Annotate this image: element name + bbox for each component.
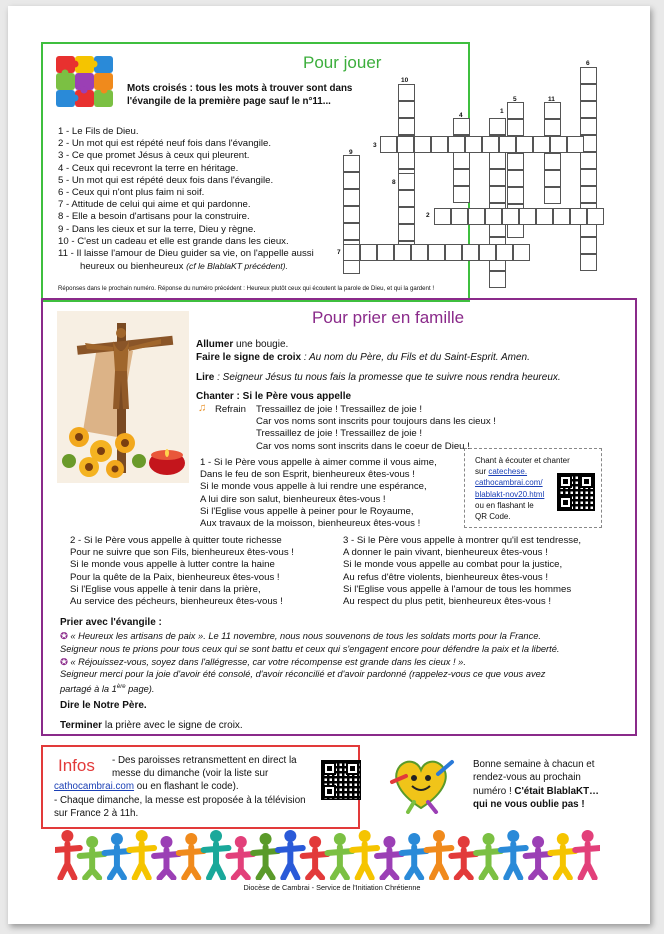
footer-text: Diocèse de Cambrai - Service de l'Initiation Chrétienne xyxy=(243,883,421,892)
jouer-title: Pour jouer xyxy=(303,53,382,72)
crossword-cell[interactable] xyxy=(580,84,597,101)
couplet-line: Pour ne suivre que son Fils, bienheureux êtes-vous ! xyxy=(70,547,294,559)
crossword-cell[interactable] xyxy=(398,84,415,101)
couplet-line: A lui dire son salut, bienheureux êtes-vous ! xyxy=(200,493,386,505)
refrain-label: Refrain xyxy=(215,404,246,415)
crossword-cell[interactable] xyxy=(544,170,561,187)
crossword-cell[interactable] xyxy=(507,119,524,136)
clue-4: 4 - Ceux qui recevront la terre en héritage. xyxy=(58,162,239,174)
crossword-cell[interactable] xyxy=(587,208,604,225)
crossword-cell[interactable] xyxy=(544,187,561,204)
person-figure xyxy=(154,836,179,878)
crossword-cell[interactable] xyxy=(343,244,360,261)
person-figure xyxy=(575,830,600,878)
person-figure xyxy=(377,836,402,878)
clue-3: 3 - Ce que promet Jésus à ceux qui pleurent. xyxy=(58,150,250,162)
crossword-cell[interactable] xyxy=(343,206,360,223)
person-figure xyxy=(303,836,328,878)
crossword-cell[interactable] xyxy=(343,189,360,206)
crossword-number: 5 xyxy=(513,96,517,103)
couplet-line: Si le monde vous appelle à lui rendre une espérance, xyxy=(200,481,427,493)
clue-11: 11 - Il laisse l'amour de Dieu guider sa vie, on l'appelle aussi xyxy=(58,248,314,260)
crossword-cell[interactable] xyxy=(453,169,470,186)
evangile-text: ✪ « Heureux les artisans de paix ». Le 11 novembre, nous nous souvenons de tous les soldats morts pour la France. Seigneur nous te prions pour tous ceux qui se sont battu et ceux qui s'engagent encore pour défendre la paix et la liberté. ✪ « Réjouissez-vous, soyez dans l'allégresse, car votre récompense est grande dans les cieux ! ». Seigneur merci pour la joie d'avoir été consolé, d'avoir réconcilié et d'avoir pardonné (rappelez-vous ce que vous avez partagé à la 1ère page). xyxy=(60,631,560,695)
crossword-cell[interactable] xyxy=(489,118,506,135)
crossword-cell[interactable] xyxy=(380,136,397,153)
crossword-cell[interactable] xyxy=(567,136,584,153)
crossword-cell[interactable] xyxy=(499,136,516,153)
clue-2: 2 - Un mot qui est répété neuf fois dans l'évangile. xyxy=(58,138,272,150)
crossword-cell[interactable] xyxy=(489,169,506,186)
crossword-cell[interactable] xyxy=(544,102,561,119)
crossword-cell[interactable] xyxy=(398,101,415,118)
crossword-cell[interactable] xyxy=(398,118,415,135)
crossword-number: 3 xyxy=(373,142,377,149)
catechese-link-2[interactable]: cathocambrai.com/ xyxy=(475,478,543,488)
chanter-title: Chanter : Si le Père vous appelle xyxy=(196,391,352,402)
refrain-line: Car vos noms sont inscrits pour toujours dans les cieux ! xyxy=(256,416,496,428)
crucifix-image xyxy=(57,311,189,483)
crossword-cell[interactable] xyxy=(434,208,451,225)
crossword-cell[interactable] xyxy=(343,223,360,240)
crossword-number: 10 xyxy=(401,77,409,84)
person-figure xyxy=(80,836,105,878)
crossword-cell[interactable] xyxy=(496,244,513,261)
crossword-cell[interactable] xyxy=(544,153,561,170)
refrain-line: Tressaillez de joie ! Tressaillez de joie ! xyxy=(256,428,423,440)
puzzle-logo xyxy=(54,54,116,112)
person-figure xyxy=(501,830,526,878)
crossword-cell[interactable] xyxy=(553,208,570,225)
couplet-line: 3 - Si le Père vous appelle à montrer qu'il est tendresse, xyxy=(343,535,582,546)
crossword-cell[interactable] xyxy=(482,136,499,153)
crossword-cell[interactable] xyxy=(398,224,415,241)
prier-title: Pour prier en famille xyxy=(312,308,465,327)
couplet-line: 2 - Si le Père vous appelle à quitter toute richesse xyxy=(70,535,282,546)
person-figure xyxy=(204,830,229,878)
couplet-line: Si le monde vous appelle au combat pour la justice, xyxy=(343,559,563,571)
crossword-cell[interactable] xyxy=(411,244,428,261)
infos-text: - Des paroisses retransmettent en direct la xyxy=(112,755,297,766)
allumer-line: Allumer une bougie. xyxy=(196,339,289,350)
person-figure xyxy=(526,836,551,878)
person-figure xyxy=(352,830,377,878)
crossword-number: 6 xyxy=(586,60,590,67)
qr-code-chant[interactable] xyxy=(557,473,595,511)
couplet-line: Dans le feu de son Esprit, bienheureux êtes-vous ! xyxy=(200,469,415,481)
person-figure xyxy=(427,830,452,878)
person-figure xyxy=(451,836,476,878)
couplet-line: A donner le pain vivant, bienheureux êtes-vous ! xyxy=(343,547,548,559)
crossword-number: 8 xyxy=(392,179,396,186)
terminer-line: Terminer la prière avec le signe de croix. xyxy=(60,720,243,731)
crossword-cell[interactable] xyxy=(570,208,587,225)
crossword-cell[interactable] xyxy=(502,208,519,225)
crossword-cell[interactable] xyxy=(489,152,506,169)
crossword-cell[interactable] xyxy=(398,173,415,190)
person-figure xyxy=(129,830,154,878)
couplet-2 xyxy=(70,535,294,608)
person-figure xyxy=(328,833,353,878)
clue-6: 6 - Ceux qui n'ont plus faim ni soif. xyxy=(58,187,205,199)
crossword-number: 9 xyxy=(349,149,353,156)
crossword-cell[interactable] xyxy=(398,190,415,207)
refrain-line: Tressaillez de joie ! Tressaillez de joie ! xyxy=(256,404,423,415)
catechese-link-3[interactable]: blablakt-nov20.html xyxy=(475,489,545,499)
notre-pere: Dire le Notre Père. xyxy=(60,700,147,711)
cathocambrai-link[interactable]: cathocambrai.com xyxy=(54,781,135,793)
person-figure xyxy=(476,833,501,878)
couplet-line: Si le monde vous appelle à lutter contre la haine xyxy=(70,559,275,571)
crossword-cell[interactable] xyxy=(479,244,496,261)
couplet-line: Si l'Eglise vous appelle à peiner pour le Royaume, xyxy=(200,505,414,517)
couplet-line: Pour la quête de la Paix, bienheureux êtes-vous ! xyxy=(70,571,280,583)
crossword-cell[interactable] xyxy=(507,153,524,170)
crossword-cell[interactable] xyxy=(580,237,597,254)
couplet-line: Au service des pécheurs, bienheureux êtes-vous ! xyxy=(70,596,283,608)
crossword-cell[interactable] xyxy=(462,244,479,261)
crossword-cell[interactable] xyxy=(519,208,536,225)
crossword-cell[interactable] xyxy=(465,136,482,153)
couplet-line: Si l'Eglise vous appelle à tenir dans la prière, xyxy=(70,583,261,595)
couplet-line: Aux travaux de la moisson, bienheureux êtes-vous ! xyxy=(200,518,421,530)
couplet-line: Au respect du plus petit, bienheureux êtes-vous ! xyxy=(343,596,551,608)
flower-bullet-icon: ✪ xyxy=(60,656,68,667)
crossword-cell[interactable] xyxy=(468,208,485,225)
couplet-line: Au refus d'être violents, bienheureux êtes-vous ! xyxy=(343,571,549,583)
crossword-cell[interactable] xyxy=(448,136,465,153)
crossword-cell[interactable] xyxy=(580,186,597,203)
clue-9: 9 - Dans les cieux et sur la terre, Dieu y règne. xyxy=(58,223,256,235)
person-figure xyxy=(253,833,278,878)
crossword-cell[interactable] xyxy=(394,244,411,261)
crossword-cell[interactable] xyxy=(580,101,597,118)
crossword-cell[interactable] xyxy=(431,136,448,153)
crossword-cell[interactable] xyxy=(445,244,462,261)
clue-5: 5 - Un mot qui est répété deux fois dans l'évangile. xyxy=(58,174,274,186)
crossword-cell[interactable] xyxy=(397,136,414,153)
clue-11-cont: heureux ou bienheureux (cf le BlablaKT précédent). xyxy=(80,261,288,273)
infos-text-2: messe du dimanche (voir la liste sur cathocambrai.com ou en flashant le code). - Chaque dimanche, la messe est proposée à la télévision sur France 2 à 11h. xyxy=(54,768,306,820)
crossword-cell[interactable] xyxy=(507,187,524,204)
refrain-line: Car vos noms sont inscrits dans le coeur de Dieu ! xyxy=(256,440,470,452)
person-figure xyxy=(105,833,130,878)
person-figure xyxy=(55,830,80,878)
clue-8: 8 - Elle a besoin d'artisans pour la construire. xyxy=(58,211,250,223)
crossword-cell[interactable] xyxy=(453,118,470,135)
crossword-cell[interactable] xyxy=(536,208,553,225)
crossword-cell[interactable] xyxy=(513,244,530,261)
infos-title: Infos xyxy=(58,756,95,775)
crossword-cell[interactable] xyxy=(580,152,597,169)
crossword-cell[interactable] xyxy=(580,118,597,135)
crossword-number: 1 xyxy=(500,108,504,115)
crossword-cell[interactable] xyxy=(544,119,561,136)
person-figure xyxy=(179,833,204,878)
crossword-cell[interactable] xyxy=(343,172,360,189)
crossword-cell[interactable] xyxy=(428,244,445,261)
crossword-clues xyxy=(58,126,314,273)
crossword-cell[interactable] xyxy=(360,244,377,261)
crossword-cell[interactable] xyxy=(516,136,533,153)
crossword-number: 11 xyxy=(548,96,555,103)
closing-text: Bonne semaine à chacun et rendez-vous au prochain numéro ! C'était BlablaKT… qui ne vous oublie pas ! xyxy=(473,759,599,811)
crossword-cell[interactable] xyxy=(489,271,506,288)
chant-info-text: Chant à écouter et chanter sur catechese. cathocambrai.com/ blablakt-nov20.html ou en flashant le QR Code. xyxy=(475,456,570,522)
crossword-cell[interactable] xyxy=(377,244,394,261)
people-chain-illustration xyxy=(55,828,600,880)
person-figure xyxy=(402,833,427,878)
crossword-cell[interactable] xyxy=(453,186,470,203)
person-figure xyxy=(550,833,575,878)
lire-line: Lire : Seigneur Jésus tu nous fais la promesse que te suivre nous rendra heureux. xyxy=(196,372,561,383)
heart-mascot-icon xyxy=(386,752,456,814)
crossword-cell[interactable] xyxy=(451,208,468,225)
couplet-line: Si l'Eglise vous appelle à l'amour de tous les hommes xyxy=(343,583,572,595)
catechese-link[interactable]: catechese. xyxy=(488,467,528,477)
crossword-cell[interactable] xyxy=(580,169,597,186)
couplet-1 xyxy=(200,457,437,530)
jouer-footer: Réponses dans le prochain numéro. Réponse du numéro précédent : Heureux plutôt ceux qui écoutent la parole de Dieu, et qui la gardent ! xyxy=(58,285,435,292)
crossword-cell[interactable] xyxy=(485,208,502,225)
person-figure xyxy=(278,830,303,878)
crossword-cell[interactable] xyxy=(414,136,431,153)
crossword-cell[interactable] xyxy=(507,170,524,187)
person-figure xyxy=(228,836,253,878)
crossword-cell[interactable] xyxy=(580,254,597,271)
crossword-cell[interactable] xyxy=(343,155,360,172)
crossword-cell[interactable] xyxy=(398,152,415,169)
clue-10: 10 - C'est un cadeau et elle est grande dans les cieux. xyxy=(58,235,289,247)
refrain xyxy=(256,404,496,453)
crossword-cell[interactable] xyxy=(550,136,567,153)
crossword-cell[interactable] xyxy=(507,102,524,119)
signe-line: Faire le signe de croix : Au nom du Père, du Fils et du Saint-Esprit. Amen. xyxy=(196,352,530,363)
crossword-cell[interactable] xyxy=(533,136,550,153)
clue-7: 7 - Attitude de celui qui aime et qui pardonne. xyxy=(58,199,251,211)
clue-1: 1 - Le Fils de Dieu. xyxy=(58,126,139,137)
evangile-title: Prier avec l'évangile : xyxy=(60,617,162,628)
music-note-icon: ♫ xyxy=(198,402,207,414)
qr-code-messes[interactable] xyxy=(321,760,361,800)
crossword-cell[interactable] xyxy=(580,67,597,84)
crossword-number: 7 xyxy=(337,249,341,256)
crossword-intro-2: l'évangile de la première page sauf le n°11... xyxy=(127,96,331,107)
couplet-line: 1 - Si le Père vous appelle à aimer comme il vous aime, xyxy=(200,457,437,468)
crossword-number: 4 xyxy=(459,112,463,119)
couplet-3 xyxy=(343,535,581,608)
crossword-number: 2 xyxy=(426,212,430,219)
crossword-intro-1: Mots croisés : tous les mots à trouver sont dans xyxy=(127,83,353,94)
crossword-cell[interactable] xyxy=(453,152,470,169)
crossword-cell[interactable] xyxy=(398,207,415,224)
flower-bullet-icon: ✪ xyxy=(60,631,68,641)
crossword-cell[interactable] xyxy=(489,186,506,203)
